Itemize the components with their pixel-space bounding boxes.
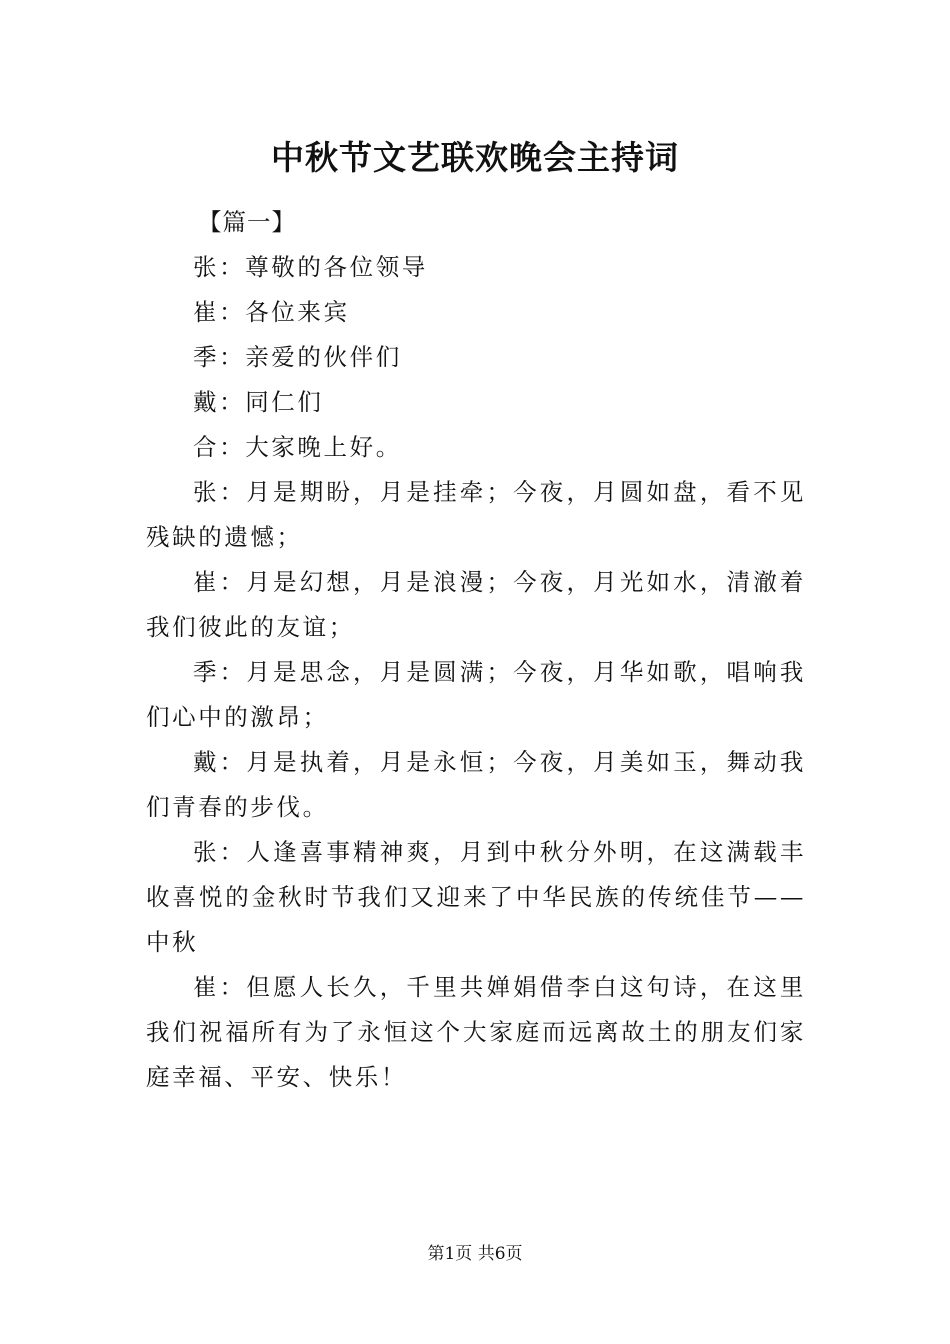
paragraph: 戴：月是执着，月是永恒；今夜，月美如玉，舞动我们青春的步伐。 — [146, 748, 806, 821]
document-body — [146, 200, 806, 1100]
paragraph: 张：人逢喜事精神爽，月到中秋分外明，在这满载丰收喜悦的金秋时节我们又迎来了中华民族的传统佳节——中秋 — [146, 838, 806, 956]
paragraph: 季：月是思念，月是圆满；今夜，月华如歌，唱响我们心中的激昂； — [146, 658, 806, 731]
paragraph: 合：大家晚上好。 — [193, 433, 402, 461]
paragraph: 张：月是期盼，月是挂牵；今夜，月圆如盘，看不见残缺的遗憾； — [146, 478, 806, 551]
paragraph: 张：尊敬的各位领导 — [193, 253, 428, 281]
paragraph: 崔：但愿人长久，千里共婵娟借李白这句诗，在这里我们祝福所有为了永恒这个大家庭而远离故土的朋友们家庭幸福、平安、快乐！ — [146, 973, 806, 1091]
page-footer: 第1页 共6页 — [427, 1244, 523, 1264]
document-title: 中秋节文艺联欢晚会主持词 — [271, 138, 679, 177]
paragraph: 崔：各位来宾 — [193, 298, 350, 326]
paragraph: 戴：同仁们 — [193, 388, 324, 416]
paragraph: 崔：月是幻想，月是浪漫；今夜，月光如水，清澈着我们彼此的友谊； — [146, 568, 806, 641]
paragraph: 季：亲爱的伙伴们 — [193, 343, 402, 371]
section-heading: 【篇一】 — [198, 208, 296, 236]
